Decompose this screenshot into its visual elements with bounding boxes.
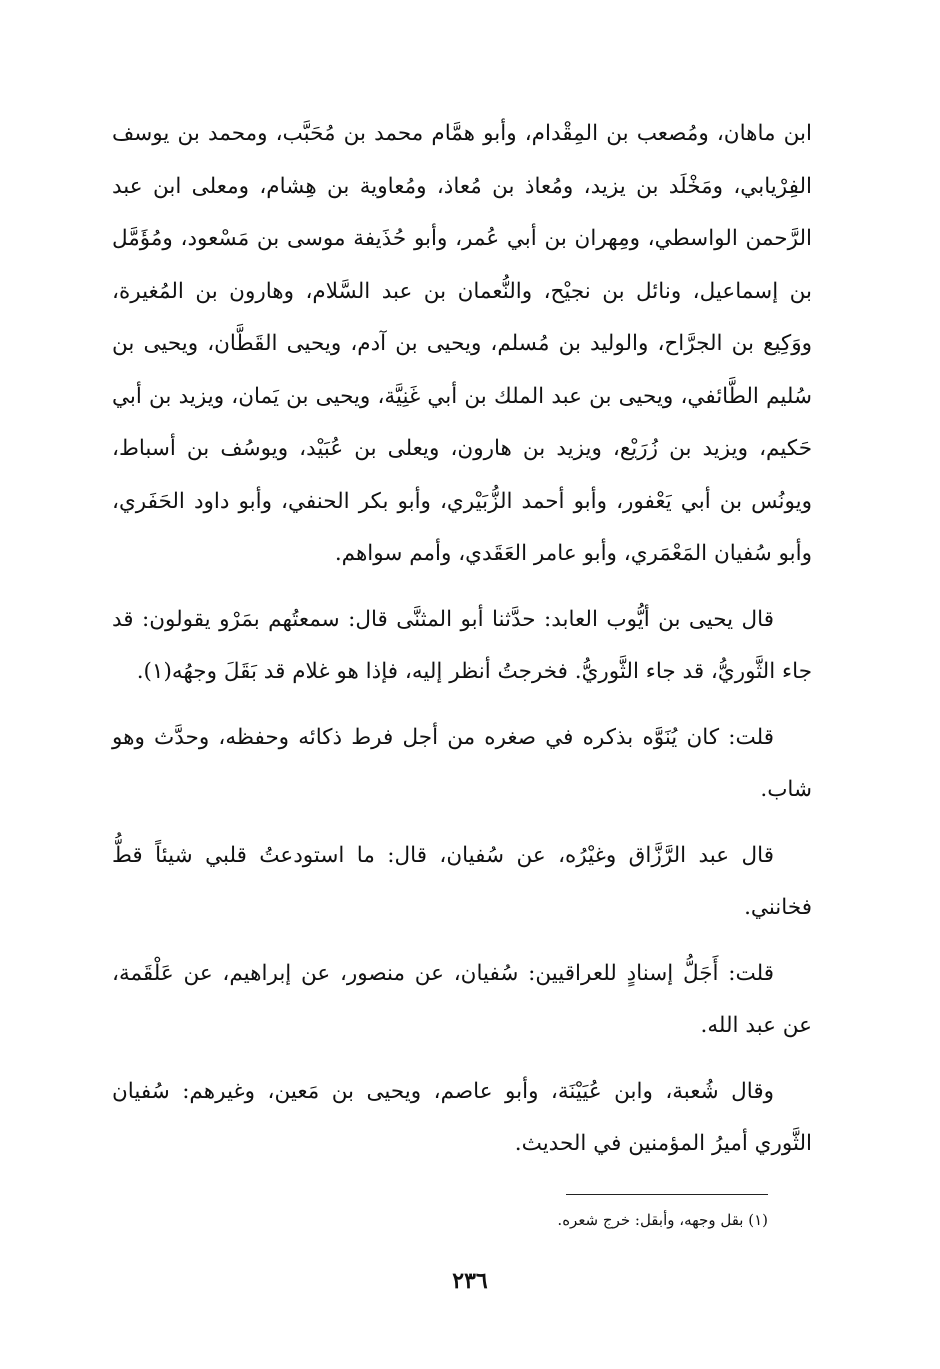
paragraph-narrators-list: ابن ماهان، ومُصعب بن المِقْدام، وأبو همَّام محمد بن مُحَبَّب، ومحمد بن يوسف الفِرْيابي، ومَخْلَد بن يزيد، ومُعاذ بن مُعاذ، ومُعاوية بن هِشام، ومعلى ابن عبد الرَّحمن الواسطي، ومِهران بن أبي عُمر، وأبو حُذَيفة موسى بن مَسْعود، ومُؤَمَّل بن إسماعيل، ونائل بن نجيْح، والنُّعمان بن عبد السَّلام، وهارون بن المُغيرة، ووَكِيع بن الجرَّاح، والوليد بن مُسلم، ويحيى بن آدم، ويحيى القَطَّان، ويحيى بن سُليم الطَّائفي، ويحيى بن عبد الملك بن أبي غَنِيَّة، ويحيى بن يَمان، ويزيد بن أبي حَكيم، ويزيد بن زُرَيْع، ويزيد بن هارون، ويعلى بن عُبَيْد، ويوسُف بن أسباط، ويونُس بن أبي يَعْفور، وأبو أحمد الزُّبَيْري، وأبو بكر الحنفي، وأبو داود الحَفَري، وأبو سُفيان المَعْمَري، وأبو عامر العَقَدي، وأمم سواهم. — [112, 121, 812, 566]
footnote: (١) بقل وجهه، وأبقل: خرج شعره. — [557, 1211, 768, 1229]
paragraph-abdurrazzaq-report: قال عبد الرَّزَّاق وغيْرُه، عن سُفيان، قال: ما استودعتُ قلبي شيئاً قطُّ فخانني. — [112, 842, 812, 920]
footnote-divider — [566, 1194, 768, 1195]
paragraph-comment-isnad: قلت: أَجَلُّ إسنادٍ للعراقيين: سُفيان، عن منصور، عن إبراهيم، عن عَلْقَمة، عن عبد الله. — [112, 960, 812, 1038]
main-text — [112, 108, 812, 1184]
paragraph-shuba-report: وقال شُعبة، وابن عُيَيْنَة، وأبو عاصم، ويحيى بن مَعين، وغيرهم: سُفيان الثَّوري أميرُ المؤمنين في الحديث. — [112, 1078, 812, 1156]
paragraph-comment-youth: قلت: كان يُنَوَّه بذكره في صغره من أجل فرط ذكائه وحفظه، وحدَّث وهو شاب. — [112, 724, 812, 802]
paragraph-yahya-report: قال يحيى بن أيُّوب العابد: حدَّثنا أبو المثنَّى قال: سمعتُهم بمَرْو يقولون: قد جاء الثَّوريُّ، قد جاء الثَّوريُّ. فخرجتُ أنظر إليه، فإذا هو غلام قد بَقَلَ وجهُه(١). — [112, 606, 812, 684]
page-number: ٢٣٦ — [452, 1268, 488, 1294]
